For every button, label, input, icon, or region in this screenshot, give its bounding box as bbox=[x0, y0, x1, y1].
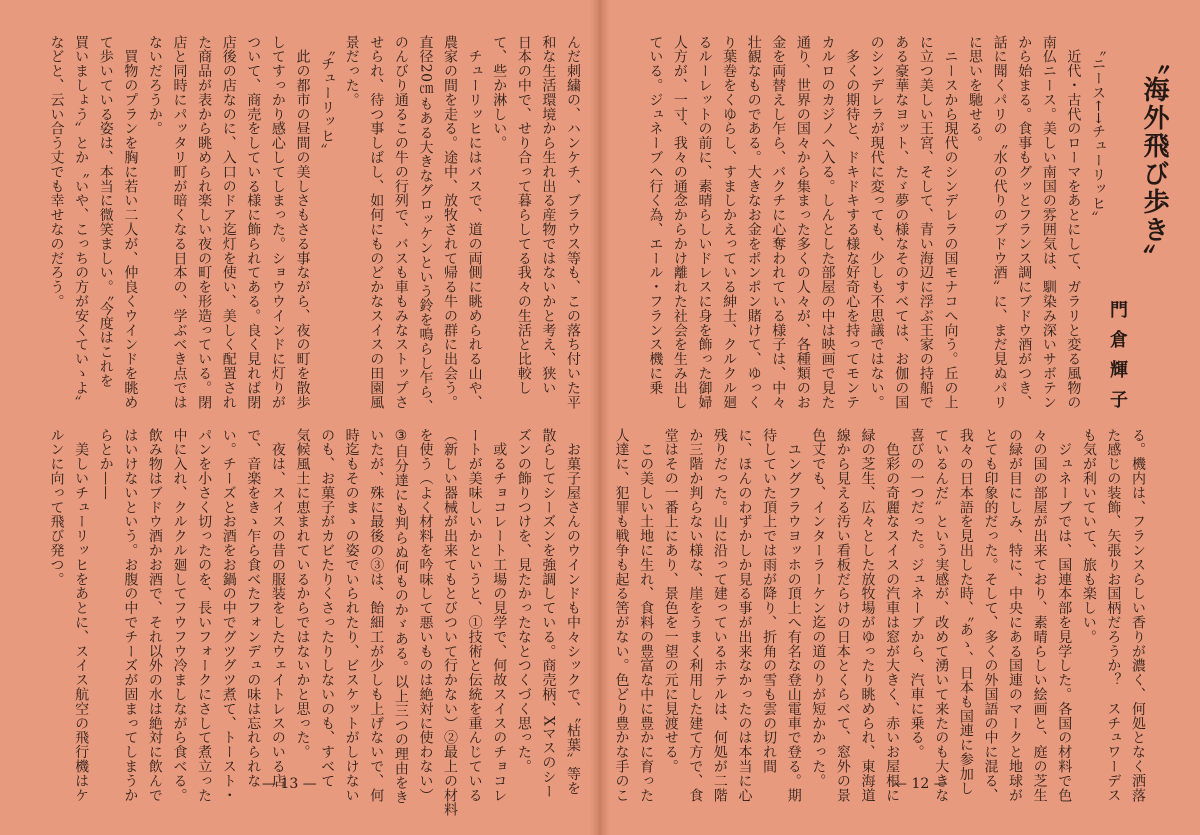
book-gutter bbox=[590, 0, 610, 835]
page-number-right: — 12 — bbox=[893, 776, 948, 792]
article-author: 門倉輝子 bbox=[1107, 300, 1128, 420]
right-page-lower-text: る。機内は、フランスらしい香りが濃く、何処となく洒落 た感じの装飾、矢張りお国柄だろうか？ スチュワーデス も気が利いていて、旅も楽しい。 ジュネーブでは、国連本部を見学した。各国の材料で色 々の国の部屋が出来ており、素晴らしい絵画と、庭の芝生 の緑が目にしみ、特に、中央にある国連のマークと地球が とても印象的だった。そして、多くの外国語の中に混る、 我々の日本語を見出した時、〝あゝ、日本も国連に参加し ているんだ〟という実感が、改めて湧いて来たのも大きな 喜びの一つだった。ジュネーブから、汽車に乗る。 色彩の奇麗なスイスの汽車は窓が大きく、赤いお屋根に 緑の芝生、広々とした放牧場がゆったり眺められ、東海道 線から見える汚い看板だらけの日本とくらべて、窓外の景 色丈でも、インターラーケン迄の道のりが短かかった。 ユングフラウヨッホの頂上へ有名な登山電車で登る。期 待していた頂上では雨が降り、折角の雪も雲の切れ間 に、ほんのわずかしか見る事が出来なかったのは本当に心 残りだった。山に沿って建っているホテルは、何処が二階 か三階か判らない様な、崖をうまく利用した建て方で、食 堂はその一番上にあり、景色を一望の元に見渡せる。 この美しい土地に生れ、食料の豊富な中に豊かに育った 人達に、犯罪も戦争も起る筈がない。色どり豊かな手のこ bbox=[613, 428, 1146, 803]
left-page-lower-text: お菓子屋さんのウインドも中々シックで、〝枯葉〟等を 散らしてシーズンを強調している。商売柄、Xマスのシー ズンの飾りつけを、見たかったなとつくづく思った。 或るチョコレート工場の見学で、何故スイスのチョコレ ートが美味しいかというと、①技術と伝統を重んじている （新しい器械が出来てもとびついて行かない）②最上の材料 を使う（よく材料を吟味して悪いものは絶対に使わない） ③自分達にも判らぬ何ものかゞある。以上三つの理由をき いたが、殊に最後の③は、飴細工が少しも上げないで、何 時迄もそのまゝの姿でいられたり、ビスケットがしけない のも、お菓子がカビたりくさったりしないのも、すべて 気候風土に恵まれているからではないかと思った。 夜は、スイスの昔の服装をしたウェイトレスのいる店 で、音楽をきゝ乍ら食べたフォンデュの味は忘れられな い。チーズとお酒をお鍋の中でグツグツ煮て、トースト・ パンを小さく切ったのを、長いフォークにさして煮立った 中に入れ、クルクル廻してフウフウ冷ましながら食べる。 飲み物はブドウ酒かお酒で、それ以外の水は絶対に飲んで はいけないという。お腹の中でチーズが固まってしまうか らとか—— 美しいチューリッヒをあとに、スイス航空の飛行機はケ ルンに向って飛び発つ。 bbox=[48, 428, 581, 817]
left-page-upper-text: んだ刺繍の、ハンケチ、ブラウス等も、この落ち付いた平 和な生活環境から生れ出る産物ではないかと考え、狭い 日本の中で、せり合って暮らしてる我々の生活と比較し て、些か淋しい。 チューリッヒにはバスで、道の両側に眺められる山や、 農家の間を走る。途中、放牧されて帰る牛の群に出会う。 直径20㎝もある大きなグロッケンという鈴を鳴らし乍ら、 のんびり通るこの牛の行列で、バスも車もみなストップさ せられ、待つ事しばし、如何にものどかなスイスの田園風 景だった。 〝チューリッヒ〟 此の都市の昼間の美しさもさる事ながら、夜の町を散歩 してすっかり感心してしまった。ショウウインドに灯りが ついて、商売をしている様に飾られてある。良く見れば閉 店後の店なのに、入口のドア迄灯を使い、美しく配置され た商品が表から眺められ楽しい夜の町を形造っている。閉 店と同時にパッタリ町が暗くなる日本の、学ぶべき点では ないだろうか。 買物のプランを胸に若い二人が、仲良くウインドを眺め て歩いている姿は、本当に微笑ましい。〝今度はこれを 買いましょう〟とか〝いや、こっちの方が安くていゝよ〟 などと、云い合う丈でも幸せなのだろう。 bbox=[48, 35, 581, 414]
right-page-upper-text: 〝ニース←→チューリッヒ〟 近代・古代のローマをあとにして、ガラリと変る風物の 南仏ニース。美しい南国の雰囲気は、馴染み深いサボテン から始まる。食事もグッとフランス調にブドウ酒がつき、 話に聞くパリの〝水の代りのブドウ酒〟に、まだ見ぬパリ に思いを馳せる。 ニースから現代のシンデレラの国モナコへ向う。丘の上 に立つ美しい王宮、そして、青い海辺に浮ぶ王家の持船で ある豪華なヨット、たゞ夢の様なそのすべては、お伽の国 のシンデレラが現代に変っても、少しも不思議ではない。 多くの期待と、ドキドキする様な好奇心を持ってモンテ カルロのカジノへ入る。しんとした部屋の中は映画で見た 通り、世界の国々から集まった多くの人々が、各種類のお 金を両替えし乍ら、バクチに心奪われている様子は、中々 壮観なものである。大きなお金をポンポン賭けて、ゆっく り葉巻をくゆらし、すましかえっている紳士、クルクル廻 るルーレットの前に、素晴らしいドレスに身を飾った御婦 人方が、一寸、我々の通念からかけ離れた社会を生み出し ている。ジュネーブへ行く為、エール・フランス機に乗 bbox=[647, 35, 1106, 410]
article-title: 〝海外飛び歩き〟 bbox=[1139, 48, 1169, 272]
page-number-left: — 13 — bbox=[262, 776, 317, 792]
